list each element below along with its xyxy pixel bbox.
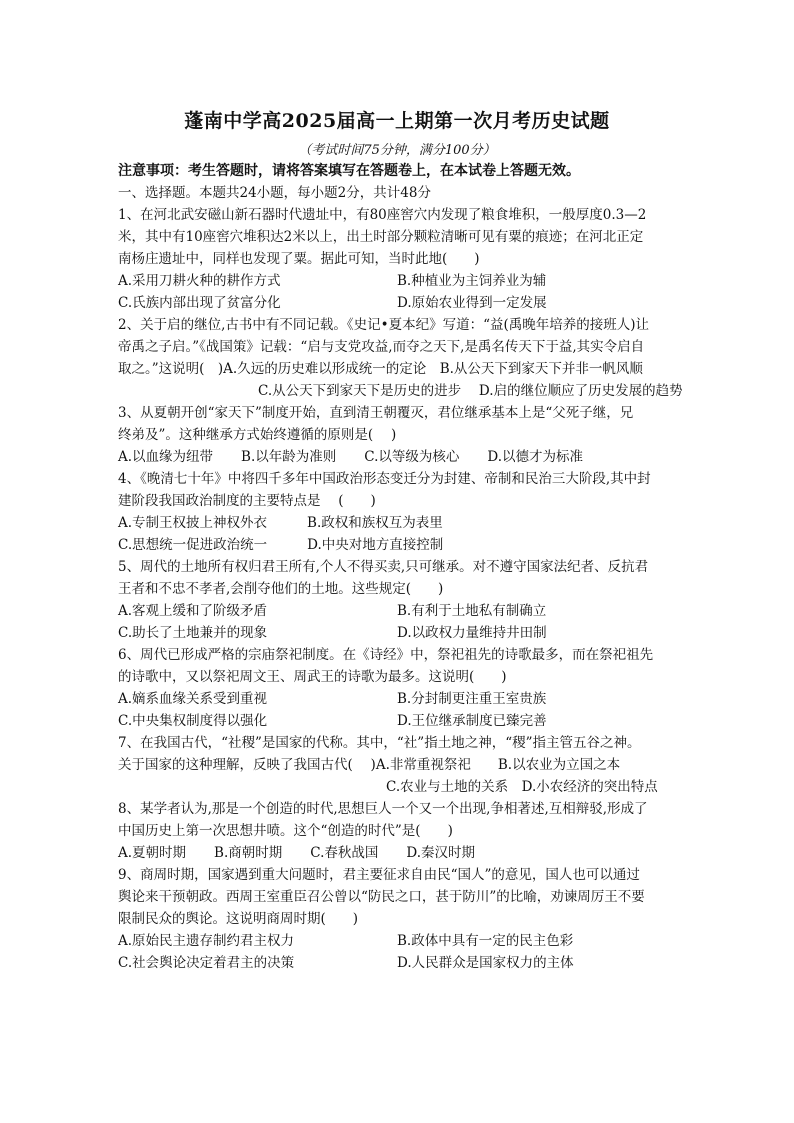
question-8: [118, 798, 688, 864]
question-line: 舆论来干预朝政。西周王室重臣召公曾以“防民之口，甚于防川”的比喻，劝谏周厉王不要: [118, 889, 645, 905]
question-line: 取之。”这说明( )A.久远的历史难以形成统一的定论 B.从公天下到家天下并非一帆风顺: [118, 361, 643, 377]
option-c: C.以等级为核心: [364, 449, 460, 465]
question-line: 关于国家的这种理解，反映了我国古代( )A.非常重视祭祀 B.以农业为立国之本: [118, 757, 621, 773]
question-line: 7、在我国古代，“社稷”是国家的代称。其中，“社”指土地之神，“稷”指主管五谷之神。: [118, 735, 641, 751]
question-1: [118, 204, 688, 314]
question-9: [118, 864, 688, 974]
option-c: C.社会舆论决定着君主的决策: [118, 955, 295, 971]
question-line: 建阶段我国政治制度的主要特点是 ( ): [118, 493, 376, 509]
question-line: 终弟及”。这种继承方式始终遵循的原则是( ): [118, 427, 397, 443]
option-c: C.助长了土地兼并的现象: [118, 625, 268, 641]
question-4: [118, 468, 688, 556]
question-line: 5、周代的土地所有权归君王所有,个人不得买卖,只可继承。对不遵守国家法纪者、反抗君: [118, 559, 649, 575]
options-row: [118, 952, 688, 974]
option-a: A.原始民主遗存制约君主权力: [118, 933, 295, 949]
option-a: A.专制王权披上神权外衣: [118, 515, 268, 531]
exam-content: [118, 160, 688, 974]
question-line: 3、从夏朝开创“家天下”制度开始，直到清王朝覆灭，君位继承基本上是“父死子继，兄: [118, 405, 634, 421]
option-d: D.秦汉时期: [406, 845, 476, 861]
options-line: C.从公天下到家天下是历史的进步 D.启的继位顺应了历史发展的趋势: [258, 383, 683, 399]
question-7: [118, 732, 688, 798]
option-b: B.政权和族权互为表里: [307, 515, 443, 531]
option-d: D.人民群众是国家权力的主体: [397, 955, 574, 971]
question-line: 限制民众的舆论。这说明商周时期( ): [118, 911, 359, 927]
question-5: [118, 556, 688, 644]
option-b: B.商朝时期: [214, 845, 283, 861]
options-row: [118, 930, 688, 952]
question-6: [118, 644, 688, 732]
option-c: C.春秋战国: [310, 845, 379, 861]
option-b: B.以年龄为准则: [241, 449, 337, 465]
question-line: 4、《晚清七十年》中将四千多年中国政治形态变迁分为封建、帝制和民治三大阶段,其中封: [118, 471, 651, 487]
options-row: [118, 534, 688, 556]
options-row: [118, 512, 688, 534]
question-line: 2、关于启的继位,古书中有不同记载。《史记•夏本纪》写道：“益(禹晚年培养的接班人)让: [118, 317, 650, 333]
option-d: D.中央对地方直接控制: [307, 537, 444, 553]
question-line: 6、周代已形成严格的宗庙祭祀制度。在《诗经》中，祭祀祖先的诗歌最多，而在祭祀祖先: [118, 647, 654, 663]
notice: 注意事项：考生答题时，请将答案填写在答题卷上，在本试卷上答题无效。: [118, 163, 580, 179]
exam-subtitle: （考试时间75分钟，满分100分）: [298, 143, 496, 158]
question-line: 王者和不忠不孝者,会削夺他们的土地。这些规定( ): [118, 581, 444, 597]
options-row: [118, 292, 688, 314]
options-row: [118, 600, 688, 622]
option-c: C.思想统一促进政治统一: [118, 537, 268, 553]
question-line: 米，其中有10座窖穴堆积达2米以上，出土时部分颗粒清晰可见有粟的痕迹；在河北正定: [118, 229, 644, 245]
options-row: [118, 446, 688, 468]
option-c: C.中央集权制度得以强化: [118, 713, 268, 729]
option-d: D.王位继承制度已臻完善: [397, 713, 547, 729]
option-b: B.种植业为主饲养业为辅: [397, 273, 547, 289]
option-b: B.有利于土地私有制确立: [397, 603, 547, 619]
question-line: 的诗歌中，又以祭祀周文王、周武王的诗歌为最多。这说明( ): [118, 669, 507, 685]
options-row: [118, 688, 688, 710]
question-line: 1、在河北武安磁山新石器时代遗址中，有80座窖穴内发现了粮食堆积，一般厚度0.3—2: [118, 207, 647, 223]
option-a: A.以血缘为纽带: [118, 449, 214, 465]
option-a: A.采用刀耕火种的耕作方式: [118, 273, 281, 289]
option-b: B.分封制更注重王室贵族: [397, 691, 547, 707]
exam-title: 蓬南中学高2025届高一上期第一次月考历史试题: [184, 110, 610, 132]
question-line: 9、商周时期，国家遇到重大问题时，君主要征求自由民“国人”的意见，国人也可以通过: [118, 867, 640, 883]
option-c: C.氏族内部出现了贫富分化: [118, 295, 281, 311]
question-2: [118, 314, 688, 402]
options-row: [118, 710, 688, 732]
option-a: A.夏朝时期: [118, 845, 187, 861]
question-line: 中国历史上第一次思想井喷。这个“创造的时代”是( ): [118, 823, 453, 839]
options-row: [118, 842, 688, 864]
option-d: D.以德才为标准: [487, 449, 584, 465]
options-row: [118, 622, 688, 644]
question-line: 8、某学者认为,那是一个创造的时代,思想巨人一个又一个出现,争相著述,互相辩驳,形成了: [118, 801, 648, 817]
option-a: A.嫡系血缘关系受到重视: [118, 691, 268, 707]
option-d: D.原始农业得到一定发展: [397, 295, 547, 311]
option-d: D.以政权力量维持井田制: [397, 625, 547, 641]
options-row: [118, 270, 688, 292]
option-a: A.客观上缓和了阶级矛盾: [118, 603, 268, 619]
question-line: 帝禹之子启。”《战国策》记载：“启与支党攻益,而夺之天下,是禹名传天下于益,其实令启自: [118, 339, 645, 355]
question-3: [118, 402, 688, 468]
options-line: C.农业与土地的关系 D.小农经济的突出特点: [386, 779, 658, 795]
option-b: B.政体中具有一定的民主色彩: [397, 933, 574, 949]
section-heading: 一、选择题。本题共24小题，每小题2分，共计48分: [118, 185, 431, 201]
question-line: 南杨庄遗址中，同样也发现了粟。据此可知，当时此地( ): [118, 251, 480, 267]
